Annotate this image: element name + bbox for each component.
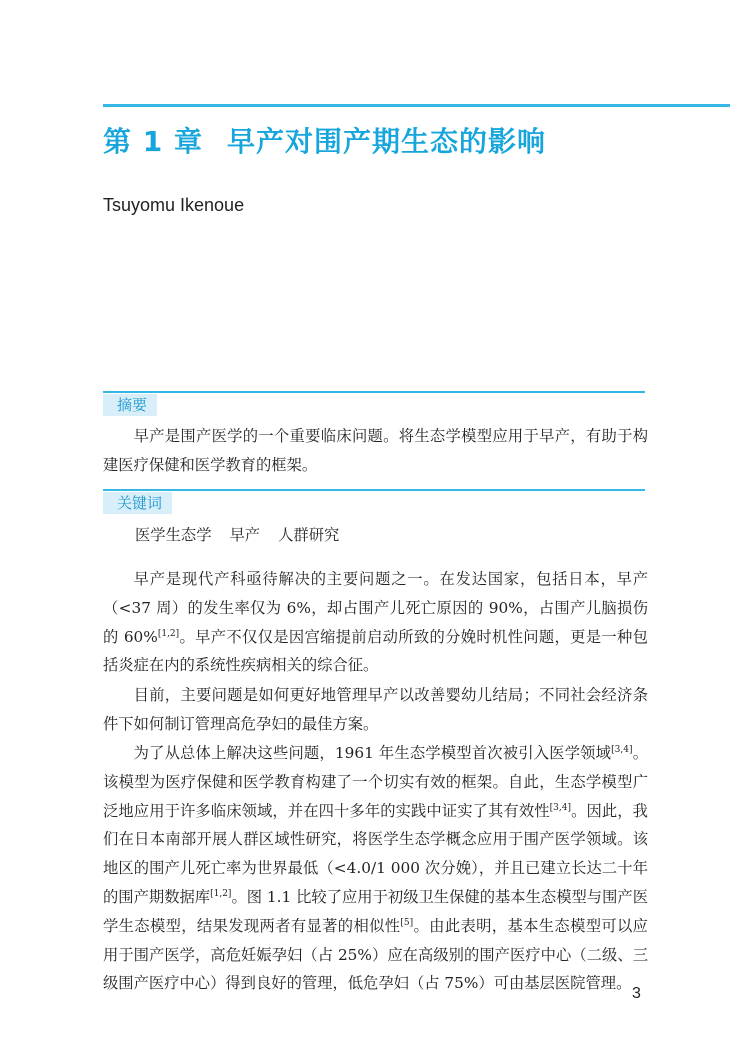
keywords-label: 关键词 <box>103 492 172 514</box>
abstract-rule <box>103 391 645 393</box>
chapter-title-text: 早产对围产期生态的影响 <box>226 125 546 158</box>
body-text: 。该模型为医疗保健和医学教育构建了一个切实有效的框架。自此，生态学模型广泛地应用于许多临床领域，并在四十多年的实践中证实了其有效性 <box>103 744 648 820</box>
chapter-number: 第 1 章 <box>103 125 203 158</box>
keywords-rule <box>103 489 645 491</box>
keyword-item: 人群研究 <box>278 526 340 544</box>
chapter-top-rule <box>103 104 730 107</box>
citation: [3,4] <box>611 745 633 755</box>
keyword-item: 早产 <box>229 526 261 544</box>
body-text: 。图 1.1 比较了应用于初级卫生保健的基本生态模型与围产医学生态模型，结果发现两者有显著的相似性 <box>103 887 648 935</box>
abstract-label: 摘要 <box>103 394 157 416</box>
chapter-title <box>103 120 546 160</box>
citation: [3,4] <box>549 802 571 813</box>
body-text: 。因此，我们在日本南部开展人群区域性研究，将医学生态学概念应用于围产医学领域。该地区的围产儿死亡率为世界最低（<4.0/1 000 次分娩），并且已建立长达二十年的围产期数据库 <box>103 801 648 906</box>
keywords-list <box>135 523 339 545</box>
citation: [1,2] <box>157 628 180 639</box>
citation: [1,2] <box>210 888 232 899</box>
body-paragraph-1 <box>103 565 648 680</box>
body-paragraph-2: 目前，主要问题是如何更好地管理早产以改善婴幼儿结局；不同社会经济条件下如何制订管理高危孕妇的最佳方案。 <box>103 686 648 733</box>
body-text: 。由此表明，基本生态模型可以应用于围产医学，高危妊娠孕妇（占 25%）应在高级别的围产医疗中心（二级、三级围产医疗中心）得到良好的管理，低危孕妇（占 75%）可由基层医院管理。 <box>103 916 648 993</box>
keyword-item: 医学生态学 <box>135 526 212 544</box>
author-name: Tsuyomu Ikenoue <box>103 195 245 215</box>
body-text: 为了从总体上解决这些问题，1961 年生态学模型首次被引入医学领域 <box>133 744 612 762</box>
body-text: 早产是现代产科亟待解决的主要问题之一。在发达国家，包括日本，早产（<37 周）的发生率仅为 6%，却占围产儿死亡原因的 90%，占围产儿脑损伤的 60% <box>103 570 648 646</box>
body-text: 。早产不仅仅是因宫缩提前启动所致的分娩时机性问题，更是一种包括炎症在内的系统性疾病相关的综合征。 <box>103 627 648 675</box>
body-paragraph-3 <box>103 739 648 998</box>
abstract-text: 早产是围产医学的一个重要临床问题。将生态学模型应用于早产，有助于构建医疗保健和医学教育的框架。 <box>103 427 648 474</box>
page-number: 3 <box>632 985 641 1002</box>
citation: [5] <box>400 917 414 928</box>
